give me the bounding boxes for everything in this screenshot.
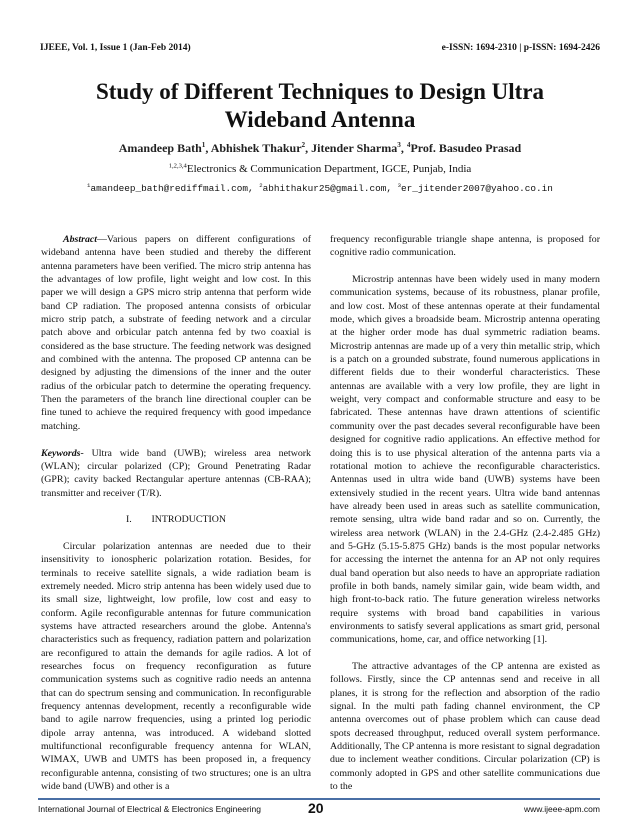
author: Jitender Sharma$^3$, <box>311 141 407 155</box>
author: Abhishek Thakur$^2$, <box>210 141 312 155</box>
page-footer <box>38 798 600 818</box>
title-line-2: Wideband Antenna <box>224 107 416 132</box>
footer-journal: International Journal of Electrical & Electronics Engineering <box>38 804 262 814</box>
author: Amandeep Bath$^1$, <box>118 141 211 155</box>
right-column <box>330 233 600 807</box>
author-list <box>40 141 600 156</box>
abstract-label: Abstract <box>63 234 98 245</box>
email-link[interactable]: amandeep_bath@rediffmail.com, <box>90 183 260 194</box>
page-number: 20 <box>308 800 324 816</box>
paragraph-microstrip: Microstrip antennas have been widely used in many modern communication systems, because of its robustness, planar profile, and low cost. Most of these antennas operate at their fundamental mode, which gives a broadside beam. Microstrip antenna operating at the higher order mode has dual symmetric radiation beams. Microstrip antennas are made up of a very thin metallic strip, which is a patch on a grounded substrate, found numerous applications in different fields due to their wonderful characteristics. These antennas are available with a very low profile, they are light in weight, very compact and conformable structure and easy to be fabricated. These antennas have drawn attentions of scientific community over the past decades several reconfigurable have been designed for cognitive radio applications. An effective method for doing this is to use physical alteration of the antenna parts via a rotational motion to achieve the reconfigurable characteristics. Antennas used in ultra wide band (UWB) systems have been extensively studied in the recent years. Ultra wide band antennas have already been used in areas such as satellite communication, remote sensing, ultra wide band radar and so on. Currently, the wireless area network (WLAN) in the 2.4-GHz (2.4-2.485 GHz) and 5-GHz (5.15-5.875 GHz) bands is the most popular networks for accessing the internet the antenna for an AP not only requires dual band operation but also needs to have an appropriate radiation profile in both bands, namely similar gain, wide beam width, and high front-to-back ratio. The future generation wireless networks require systems with broad band capabilities in various environments to satisfy several applications as smart grid, personal communications, home, car, and office networking [1]. <box>330 274 600 646</box>
paragraph-continuation: frequency reconfigurable triangle shape antenna, is proposed for cognitive radio communication. <box>330 234 600 259</box>
footer-website[interactable]: www.ijeee-apm.com <box>523 804 600 814</box>
left-column <box>41 233 311 807</box>
section-heading-introduction: I. INTRODUCTION <box>125 514 227 526</box>
email-link[interactable]: abhithakur25@gmail.com, <box>262 183 398 194</box>
paragraph-cp-advantages: The attractive advantages of the CP antenna are existed as follows. Firstly, since the CP antennas send and receive in all planes, it is strong for the reflection and absorption of the radio signal. In the multi path fading channel environment, the CP antenna overcomes out of phase problem which can cause dead spots decreased throughput, reduced overall system performance. Additionally, The CP antenna is more resistant to signal degradation due to inclement weather conditions. Circular polarization (CP) is commonly adopted in GPS and other satellite communications due to the <box>330 661 600 793</box>
affiliation: $^{1,2,3,4}$Electronics & Communication Department, IGCE, Punjab, India <box>168 162 472 175</box>
keywords: Keywords- Ultra wide band (UWB); wireless area network (WLAN); circular polarized (CP); Ground Penetrating Radar (GPR); cavity backed Rectangular aperture antennas (CB-RAA); transmitter and receiver (T/R). <box>41 447 311 499</box>
abstract: Abstract—Various papers on different configurations of wideband antenna have been studied and thereby the different antenna parameters have been verified. The micro strip antenna has the advantages of low profile, light weight and low cost. In this paper we will design a GPS micro strip antenna that perform wide band CP radiation. The proposed antenna consists of orbicular micro strip patch, a substrate of feeding network and a circular patch above and orbicular patch antenna fed by two coaxial is considered as the base structure. The feeding network was designed and combined with the antenna. The proposed CP antenna can be designed by adjusting the dimensions of the inner and the outer radius of the orbicular patch to determine the operating frequency. Then the parameters of the branch line directional coupler can be fine tuned to achieve the required frequency with good impedance matching. <box>41 234 311 432</box>
title-line-1: Study of Different Techniques to Design Ultra <box>95 79 545 104</box>
author-emails: $^1$amandeep_bath@rediffmail.com, $^2$abhithakur25@gmail.com, $^3$er_jitender2007@yahoo.co.in <box>87 181 553 194</box>
paper-title <box>40 78 600 134</box>
author: $^4$Prof. Basudeo Prasad <box>406 141 522 155</box>
introduction-paragraph: Circular polarization antennas are needed due to their insensitivity to ionospheric polarization rotation. Besides, for terminals to receive satellite signals, a wide radiation beam is extremely needed. Micro strip antenna has been widely used due to its small size, lightweight, low profile, low cost and easy to conform. Agile reconfigurable antennas for future communication systems have attracted researchers around the globe. Antenna's characteristics such as frequency, radiation pattern and polarization are reconfigured to attain the demands for agile radios. A lot of researches focus on frequency reconfiguration as future communication systems such as cognitive radio needs an antenna that can do spectrum sensing and communication. In reconfigurable frequency antennas development, recently a reconfigurable wide band to agile narrow frequencies, using a printed log periodic dipole array antenna, was introduced. A wideband slotted multifunctional reconfigurable frequency antenna for WLAN, WIMAX, UWB and UMTS has been proposed in, a frequency reconfigurable antenna, consisting of two structures; one is an ultra wide band (UWB) and other is a <box>41 540 311 793</box>
email-link[interactable]: er_jitender2007@yahoo.co.in <box>401 183 553 194</box>
journal-issue: IJEEE, Vol. 1, Issue 1 (Jan-Feb 2014) <box>40 43 191 53</box>
keywords-label: Keywords- <box>41 447 84 459</box>
issn: e-ISSN: 1694-2310 | p-ISSN: 1694-2426 <box>441 43 600 53</box>
